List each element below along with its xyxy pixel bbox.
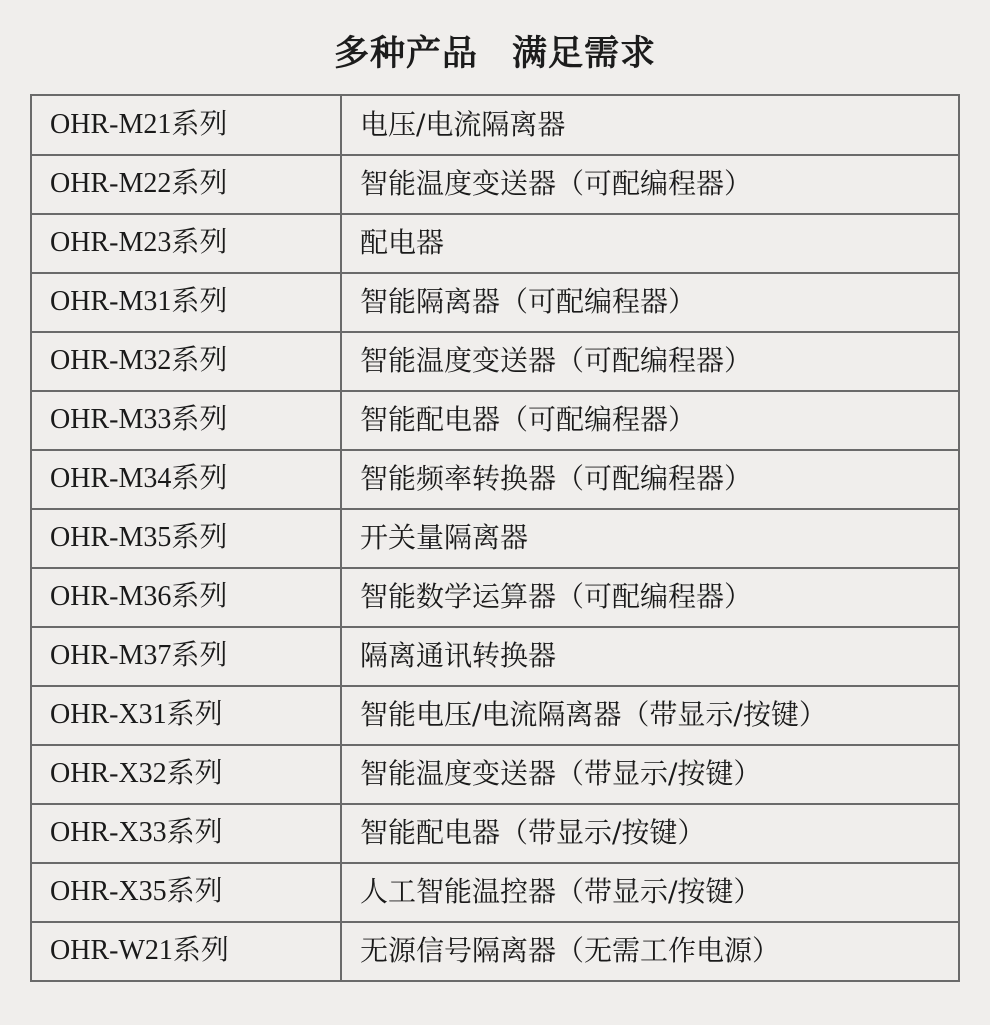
product-code: OHR-X32系列 xyxy=(32,745,341,804)
product-code: OHR-M33系列 xyxy=(32,391,341,450)
product-description: 智能频率转换器（可配编程器） xyxy=(341,450,958,509)
page-title-part2: 满足需求 xyxy=(512,34,657,74)
product-code: OHR-M23系列 xyxy=(32,214,341,273)
product-table-body xyxy=(32,96,958,981)
product-code: OHR-M35系列 xyxy=(32,509,341,568)
product-description: 智能数学运算器（可配编程器） xyxy=(341,568,958,627)
table-row xyxy=(32,686,958,745)
product-code: OHR-M37系列 xyxy=(32,627,341,686)
product-code: OHR-M36系列 xyxy=(32,568,341,627)
table-row xyxy=(32,568,958,627)
product-description: 智能温度变送器（可配编程器） xyxy=(341,155,958,214)
table-row xyxy=(32,155,958,214)
product-description: 智能隔离器（可配编程器） xyxy=(341,273,958,332)
table-row xyxy=(32,332,958,391)
product-description: 智能温度变送器（可配编程器） xyxy=(341,332,958,391)
product-description: 智能电压/电流隔离器（带显示/按键） xyxy=(341,686,958,745)
product-code: OHR-M21系列 xyxy=(32,96,341,155)
table-row xyxy=(32,804,958,863)
product-code: OHR-X33系列 xyxy=(32,804,341,863)
product-code: OHR-M22系列 xyxy=(32,155,341,214)
table-row xyxy=(32,509,958,568)
table-row xyxy=(32,96,958,155)
product-code: OHR-W21系列 xyxy=(32,922,341,981)
table-row xyxy=(32,627,958,686)
product-description: 智能温度变送器（带显示/按键） xyxy=(341,745,958,804)
product-description: 开关量隔离器 xyxy=(341,509,958,568)
table-row xyxy=(32,922,958,981)
product-description: 智能配电器（可配编程器） xyxy=(341,391,958,450)
table-row xyxy=(32,391,958,450)
product-description: 配电器 xyxy=(341,214,958,273)
product-code: OHR-X35系列 xyxy=(32,863,341,922)
product-description: 电压/电流隔离器 xyxy=(341,96,958,155)
table-row xyxy=(32,273,958,332)
product-code: OHR-M31系列 xyxy=(32,273,341,332)
product-description: 智能配电器（带显示/按键） xyxy=(341,804,958,863)
product-description: 隔离通讯转换器 xyxy=(341,627,958,686)
page-title-part1: 多种产品 xyxy=(333,34,478,74)
product-table-container xyxy=(30,94,960,982)
table-row xyxy=(32,863,958,922)
product-description: 无源信号隔离器（无需工作电源） xyxy=(341,922,958,981)
table-row xyxy=(32,214,958,273)
product-table xyxy=(32,96,958,982)
product-code: OHR-X31系列 xyxy=(32,686,341,745)
table-row xyxy=(32,745,958,804)
product-code: OHR-M34系列 xyxy=(32,450,341,509)
product-code: OHR-M32系列 xyxy=(32,332,341,391)
table-row xyxy=(32,450,958,509)
product-description: 人工智能温控器（带显示/按键） xyxy=(341,863,958,922)
page-title xyxy=(0,0,990,94)
